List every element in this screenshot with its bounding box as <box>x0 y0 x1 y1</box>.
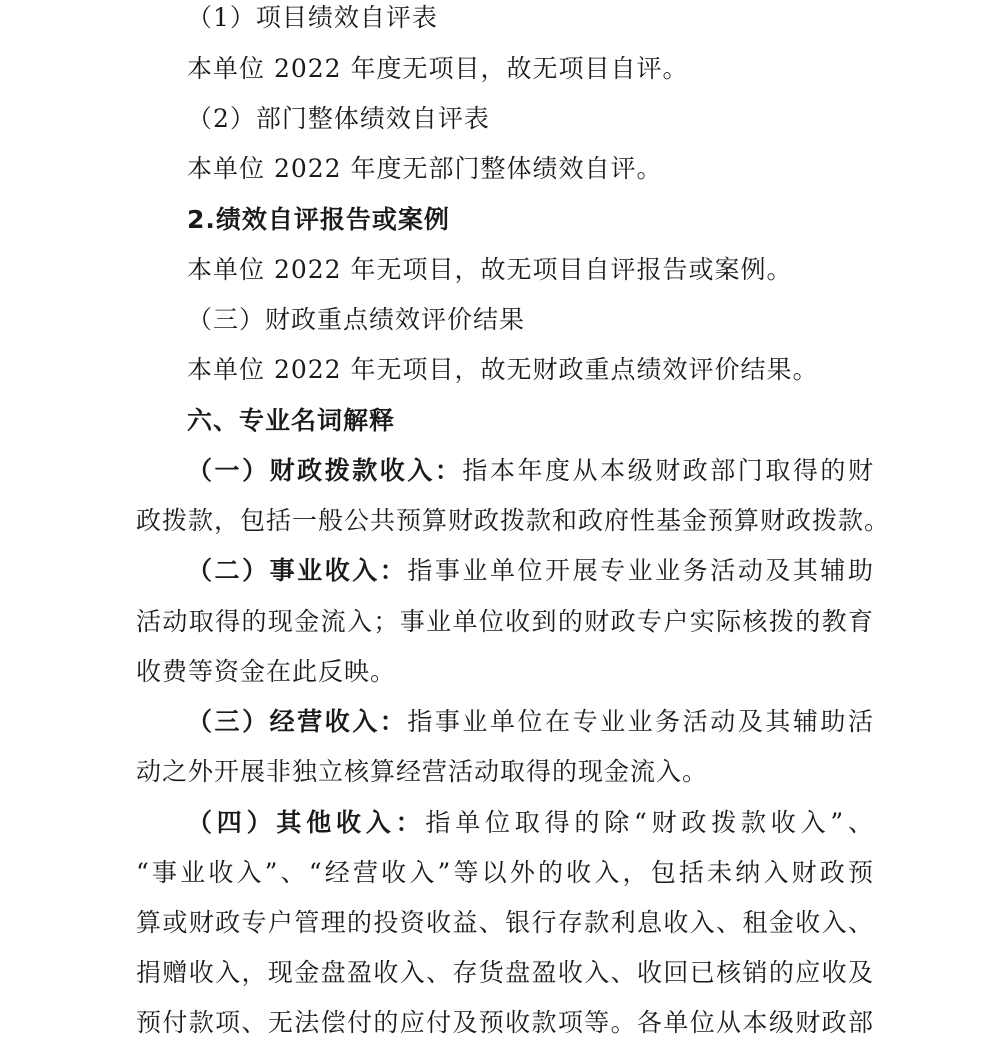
term-1-label: （一）财政拨款收入： <box>187 456 463 485</box>
item1-body: 本单位 2022 年度无项目，故无项目自评。 <box>187 54 689 83</box>
term-4-line-3: 算或财政专户管理的投资收益、银行存款利息收入、租金收入、 <box>136 908 874 937</box>
sub2-title: 2.绩效自评报告或案例 <box>187 205 450 234</box>
term-2-text: 指事业单位开展专业业务活动及其辅助 <box>407 556 874 585</box>
term-4-line-4: 捐赠收入，现金盘盈收入、存货盘盈收入、收回已核销的应收及 <box>136 958 874 987</box>
term-4-line-2: “事业收入”、“经营收入”等以外的收入，包括未纳入财政预 <box>136 858 874 887</box>
term-2-label: （二）事业收入： <box>187 556 408 585</box>
item2-body: 本单位 2022 年度无部门整体绩效自评。 <box>187 154 663 183</box>
term-2-line-2: 活动取得的现金流入；事业单位收到的财政专户实际核拨的教育 <box>136 607 874 636</box>
term-4-line-5: 预付款项、无法偿付的应付及预收款项等。各单位从本级财政部 <box>136 1008 874 1037</box>
term-1-line-2: 政拨款，包括一般公共预算财政拨款和政府性基金预算财政拨款。 <box>136 506 891 535</box>
item1-title: （1）项目绩效自评表 <box>187 3 438 32</box>
term-4-line-1 <box>187 798 874 848</box>
term-4-label: （四）其他收入： <box>187 808 426 837</box>
sec6-title: 六、专业名词解释 <box>187 406 396 435</box>
term-1-line-1 <box>187 446 874 496</box>
sec3-body: 本单位 2022 年无项目，故无财政重点绩效评价结果。 <box>187 355 819 384</box>
term-4-text: 指单位取得的除“财政拨款收入”、 <box>425 808 874 837</box>
sub2-body: 本单位 2022 年无项目，故无项目自评报告或案例。 <box>187 255 793 284</box>
term-3-line-2: 动之外开展非独立核算经营活动取得的现金流入。 <box>136 757 709 786</box>
term-3-text: 指事业单位在专业业务活动及其辅助活 <box>407 707 874 736</box>
term-3-label: （三）经营收入： <box>187 707 408 736</box>
term-3-line-1 <box>187 697 874 747</box>
term-1-text: 指本年度从本级财政部门取得的财 <box>462 456 874 485</box>
item2-title: （2）部门整体绩效自评表 <box>187 104 490 133</box>
term-2-line-1 <box>187 546 874 596</box>
term-2-line-3: 收费等资金在此反映。 <box>136 657 397 686</box>
sec3-title: （三）财政重点绩效评价结果 <box>187 305 526 334</box>
